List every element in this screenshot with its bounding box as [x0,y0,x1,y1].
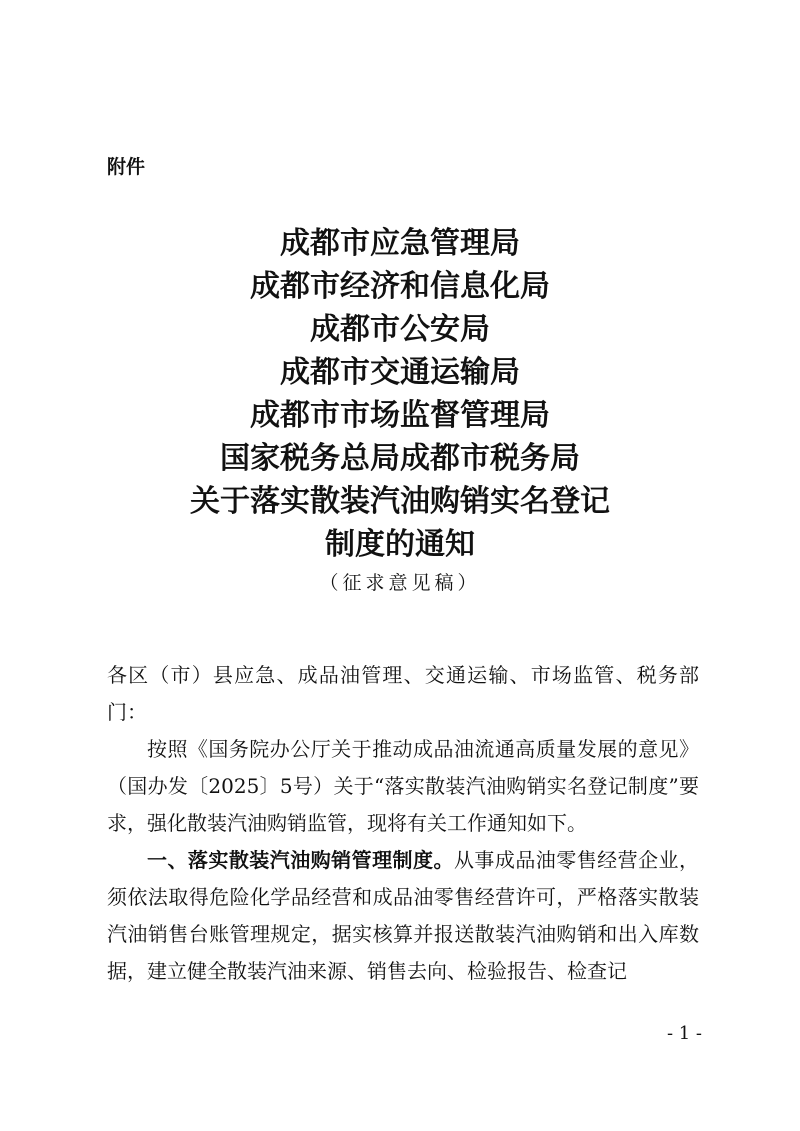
title-line-subject-1: 关于落实散装汽油购销实名登记 [190,484,610,519]
section-1-heading: 一、落实散装汽油购销管理制度。 [147,848,454,872]
section-1-text: 从事成品油零售经营企业，须依法取得危险化学品经营和成品油零售经营许可，严格落实散装汽油销售台账管理规定，据实核算并报送散装汽油购销和出入库数据，建立健全散装汽油来源、销售去向、检验报告、检查记 [107,848,700,983]
intro-paragraph: 按照《国务院办公厅关于推动成品油流通高质量发展的意见》（国办发〔2025〕5号）关于“落实散装汽油购销实名登记制度”要求，强化散装汽油购销监管，现将有关工作通知如下。 [107,737,699,835]
title-line-issuer-2: 成都市经济和信息化局 [250,269,550,304]
attachment-label: 附件 [107,156,146,178]
document-title [100,222,700,600]
title-line-issuer-6: 国家税务总局成都市税务局 [220,441,580,476]
title-line-issuer-3: 成都市公安局 [310,312,490,347]
title-line-issuer-4: 成都市交通运输局 [280,355,520,390]
document-body [107,657,699,990]
title-line-issuer-1: 成都市应急管理局 [280,226,520,261]
section-1-paragraph [107,842,699,990]
draft-subtitle: （征求意见稿） [319,572,481,594]
title-line-issuer-5: 成都市市场监督管理局 [250,398,550,433]
page-number: - 1 - [666,1023,702,1044]
salutation: 各区（市）县应急、成品油管理、交通运输、市场监管、税务部门： [107,663,699,724]
title-line-subject-2: 制度的通知 [325,527,475,562]
